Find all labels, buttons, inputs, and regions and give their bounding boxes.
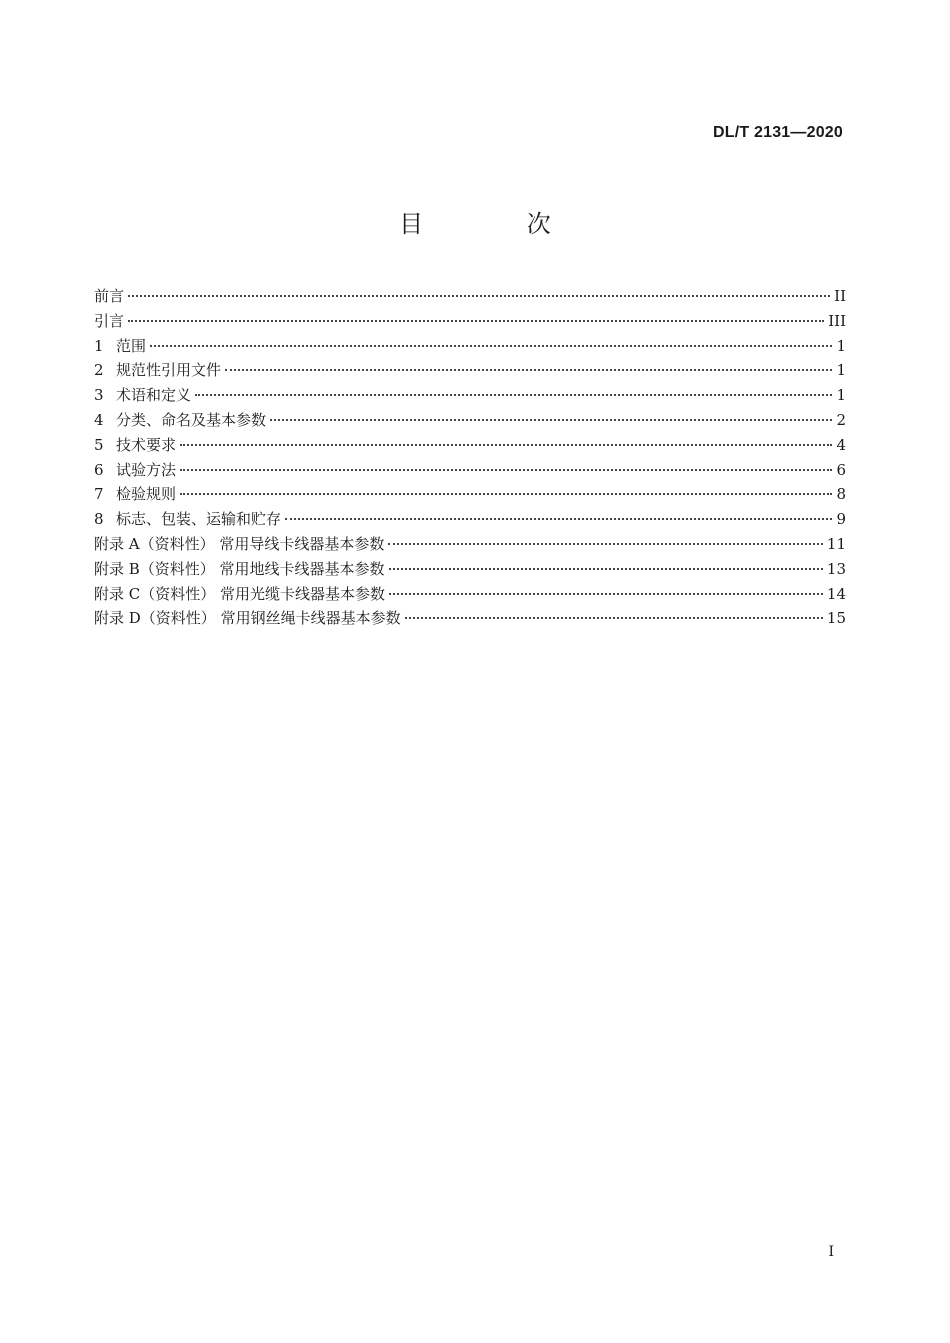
toc-entry-page: 14 [826, 584, 846, 603]
table-of-contents [94, 284, 846, 631]
toc-entry-classification[interactable] [94, 408, 846, 433]
page-title: 目 次 [399, 210, 599, 238]
toc-entry-foreword[interactable] [94, 284, 846, 309]
toc-entry-number: 2 [94, 361, 104, 380]
toc-entry-introduction[interactable] [94, 309, 846, 334]
toc-entry-label: 7 检验规则 [94, 482, 176, 507]
toc-entry-scope[interactable] [94, 334, 846, 359]
toc-leader-dots [285, 518, 832, 520]
toc-entry-page: 13 [826, 559, 846, 578]
toc-entry-page: 9 [836, 510, 846, 529]
toc-entry-number: 4 [94, 410, 104, 429]
toc-entry-page: 1 [836, 386, 846, 405]
toc-entry-number: 8 [94, 510, 104, 529]
toc-entry-appendix-a[interactable] [94, 532, 846, 557]
toc-leader-dots [405, 617, 823, 619]
toc-entry-label: 5 技术要求 [94, 433, 176, 458]
toc-entry-label: 附录 A（资料性） 常用导线卡线器基本参数 [94, 534, 385, 553]
toc-entry-label: 4 分类、命名及基本参数 [94, 408, 266, 433]
toc-entry-test-methods[interactable] [94, 458, 846, 483]
toc-entry-appendix-c[interactable] [94, 582, 846, 607]
toc-entry-page: 4 [836, 435, 846, 454]
toc-entry-page: 1 [836, 361, 846, 380]
toc-entry-normative-references[interactable] [94, 358, 846, 383]
toc-leader-dots [150, 345, 832, 347]
toc-entry-label: 6 试验方法 [94, 458, 176, 483]
toc-entry-page: III [828, 311, 846, 330]
toc-leader-dots [180, 493, 832, 495]
toc-leader-dots [180, 444, 832, 446]
toc-leader-dots [128, 320, 824, 322]
toc-entry-page: 6 [836, 460, 846, 479]
toc-entry-page: 11 [826, 534, 846, 553]
toc-entry-number: 3 [94, 386, 104, 405]
toc-entry-number: 7 [94, 485, 104, 504]
toc-entry-page: 8 [836, 485, 846, 504]
toc-entry-label: 前言 [94, 287, 125, 305]
toc-leader-dots [270, 419, 832, 421]
page-number: I [828, 1244, 834, 1260]
toc-entry-appendix-d[interactable] [94, 606, 846, 631]
toc-entry-label: 2 规范性引用文件 [94, 358, 221, 383]
standard-code: DL/T 2131—2020 [713, 124, 843, 141]
toc-entry-terms-definitions[interactable] [94, 383, 846, 408]
toc-entry-inspection-rules[interactable] [94, 482, 846, 507]
toc-entry-marking-packaging[interactable] [94, 507, 846, 532]
toc-entry-label: 8 标志、包装、运输和贮存 [94, 507, 281, 532]
toc-entry-page: 15 [826, 609, 846, 628]
toc-entry-label: 引言 [94, 311, 125, 330]
toc-entry-label: 附录 C（资料性） 常用光缆卡线器基本参数 [94, 584, 386, 603]
toc-entry-label: 附录 B（资料性） 常用地线卡线器基本参数 [94, 559, 385, 578]
toc-entry-number: 1 [94, 336, 104, 355]
toc-leader-dots [195, 394, 832, 396]
toc-leader-dots [389, 568, 823, 570]
toc-leader-dots [389, 593, 823, 595]
toc-entry-appendix-b[interactable] [94, 557, 846, 582]
toc-entry-label: 3 术语和定义 [94, 383, 191, 408]
toc-entry-page: 1 [836, 336, 846, 355]
toc-leader-dots [225, 369, 832, 371]
toc-leader-dots [128, 295, 830, 297]
toc-entry-number: 6 [94, 460, 104, 479]
toc-entry-label: 1 范围 [94, 334, 146, 359]
toc-entry-page: 2 [836, 410, 846, 429]
toc-entry-label: 附录 D（资料性） 常用钢丝绳卡线器基本参数 [94, 609, 401, 628]
toc-entry-technical-requirements[interactable] [94, 433, 846, 458]
toc-entry-page: II [834, 287, 846, 305]
toc-leader-dots [388, 543, 823, 545]
toc-entry-number: 5 [94, 435, 104, 454]
toc-leader-dots [180, 469, 832, 471]
